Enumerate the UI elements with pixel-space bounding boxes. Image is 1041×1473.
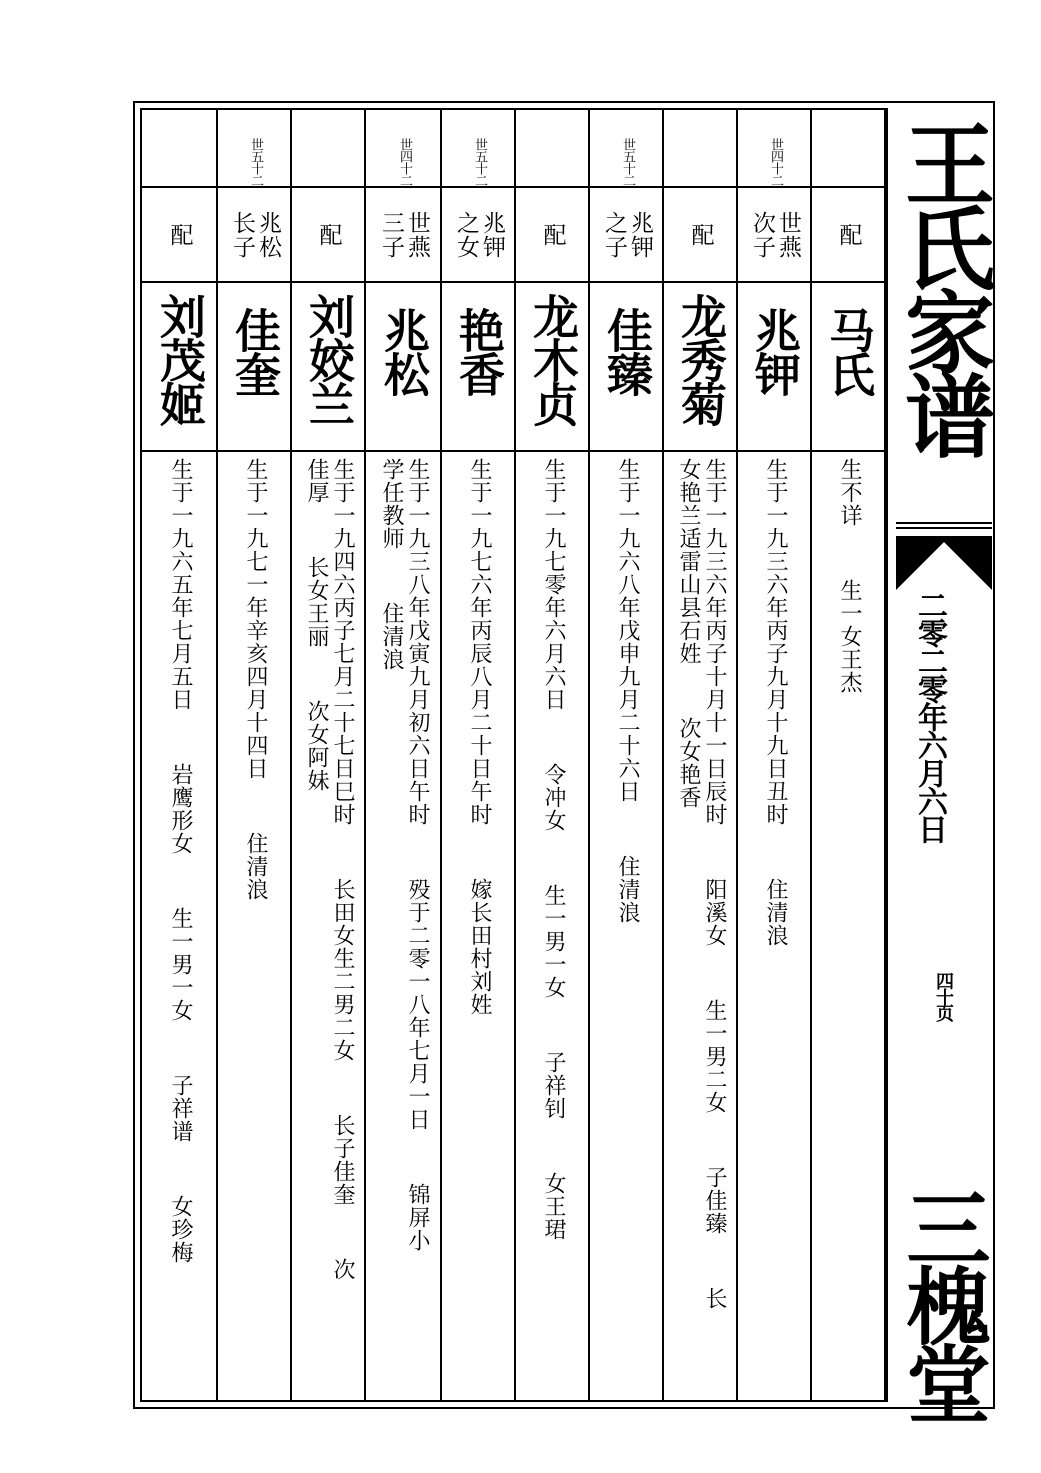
person-description: 生于一九六五年七月五日 岩鹰形女 生一男一女 子祥谱 女珍梅: [168, 458, 193, 1264]
person-description: 生于一九三八年戊寅九月初六日午时 殁于二零一八年七月一日 锦屏小 学任教师 住清浪: [379, 458, 430, 1252]
relation-label: 世燕 三子: [378, 210, 430, 259]
person-description: 生于一九三六年丙子九月十九日丑时 住清浪: [763, 458, 788, 947]
page-number: 四十页: [933, 972, 954, 1020]
person-description: 生于一九六八年戊申九月二十六日 住清浪: [615, 458, 640, 924]
relation-label: 配: [315, 223, 342, 246]
generation-label: 世四十二: [397, 138, 412, 186]
generation-label: 世五十二: [620, 138, 635, 186]
relation-label: 配: [166, 223, 193, 246]
person-description: 生于一九四六丙子七月二十七日巳时 长田女生二男二女 长子佳奎 次 佳厚 长女王丽 次女阿妹: [304, 458, 355, 1281]
person-description: 生于一九七一年辛亥四月十四日 住清浪: [243, 458, 268, 901]
relation-label: 世燕 次子: [749, 210, 801, 259]
relation-label: 兆钾 之女: [453, 210, 505, 259]
banner-ornament: [896, 536, 992, 590]
person-name: 刘姣兰: [302, 293, 356, 425]
generation-label: 世五十二: [472, 138, 487, 186]
relation-label: 配: [835, 223, 862, 246]
generation-label: 世五十二: [248, 138, 263, 186]
person-name: 刘茂姬: [153, 293, 207, 425]
person-description: 生于一九七零年六月六日 令冲女 生一男一女 子祥钊 女王珺: [541, 458, 566, 1241]
person-description: 生于一九三六年丙子十月十一日辰时 阳溪女 生一男二女 子佳臻 长 女艳兰适雷山县石姓 次女艳香: [676, 458, 727, 1310]
person-name: 佳臻: [600, 307, 654, 395]
person-name: 兆松: [377, 307, 431, 395]
record-date: 二零二零年六月六日: [912, 590, 947, 842]
person-name: 马氏: [822, 307, 876, 395]
relation-label: 配: [539, 223, 566, 246]
person-description: 生于一九七六年丙辰八月二十日午时 嫁长田村刘姓: [467, 458, 492, 1016]
hall-name: 三槐堂: [893, 1185, 992, 1419]
person-name: 佳奎: [228, 307, 282, 395]
person-name: 龙秀菊: [674, 293, 728, 425]
relation-label: 兆松 长子: [229, 210, 281, 259]
genealogy-title: 王氏家谱: [889, 118, 995, 454]
generation-label: 世四十二: [768, 138, 783, 186]
person-name: 龙木贞: [526, 293, 580, 425]
title-underline: [896, 522, 992, 532]
person-name: 艳香: [452, 307, 506, 395]
person-description: 生不详 生一女王杰: [837, 458, 862, 694]
relation-label: 兆钾 之子: [601, 210, 653, 259]
person-name: 兆钾: [748, 307, 802, 395]
relation-label: 配: [687, 223, 714, 246]
sidebar-divider: [886, 108, 888, 1402]
